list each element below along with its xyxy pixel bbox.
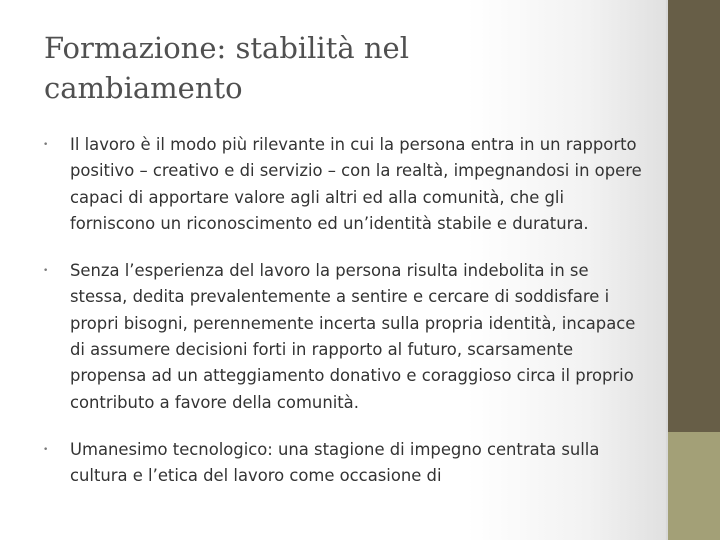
bullet-text: Il lavoro è il modo più rilevante in cui la persona entra in un rapporto positivo – creativo e di servizio – con la realtà, impegnandosi in opere capaci di apportare valore agli altri ed alla comunità, che gli forniscono un riconoscimento ed un’identità stabile e duratura. [70,135,642,233]
bullet-text: Senza l’esperienza del lavoro la persona risulta indebolita in se stessa, dedita prevalentemente a sentire e cercare di soddisfare i propri bisogni, perennemente incerta sulla propria identità, incapace di assumere decisioni forti in rapporto al futuro, scarsamente propensa ad un atteggiamento donativo e coraggioso circa il proprio contributo a favore della comunità. [70,261,636,412]
bullet-marker: • [43,444,49,455]
title-line-2: cambiamento [44,71,243,105]
bullet-text: Umanesimo tecnologico: una stagione di impegno centrata sulla cultura e l’etica del lavoro come occasione di [70,439,600,486]
title-line-1: Formazione: stabilità nel [44,31,409,65]
bullet-item [44,258,644,416]
slide-title [44,28,644,108]
bullet-marker: • [43,266,49,277]
bullet-item [44,437,644,490]
bullet-marker: • [43,140,49,150]
decorative-sidebar-accent [668,432,720,540]
bullet-list [44,132,644,511]
bullet-item [44,132,644,237]
